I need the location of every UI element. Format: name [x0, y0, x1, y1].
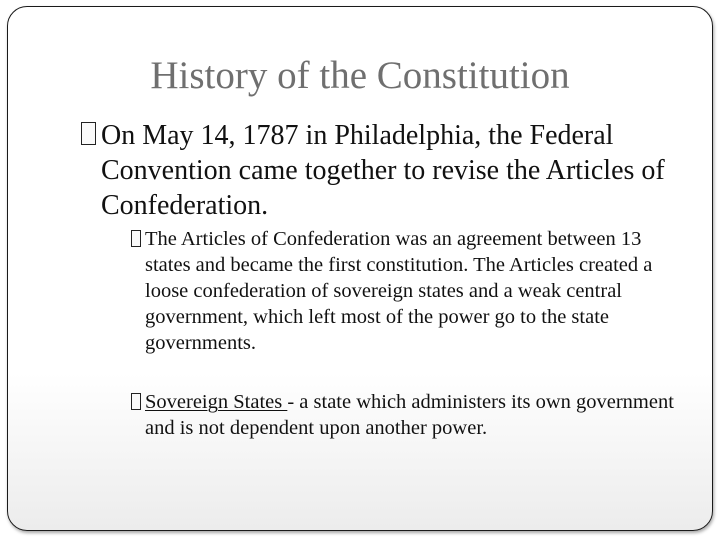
bullet-box-icon: [131, 230, 141, 247]
main-bullet: [101, 118, 681, 223]
sub-bullet-sovereign-states: [145, 389, 690, 441]
main-bullet-text: On May 14, 1787 in Philadelphia, the Federal Convention came together to revise the Articles of Confederation.: [101, 120, 665, 221]
sub-bullet-articles: [145, 226, 690, 356]
sub-bullet-text: The Articles of Confederation was an agreement between 13 states and became the first constitution. The Articles created a loose confederation of sovereign states and a weak central government, which left most of the power go to the state governments.: [145, 228, 653, 354]
term-sovereign-states: Sovereign States: [145, 391, 288, 413]
bullet-box-icon: [131, 393, 141, 410]
term-definition: - a state which administers its own government and is not dependent upon another power.: [145, 391, 674, 439]
slide-title: History of the Constitution: [150, 54, 570, 97]
bullet-box-icon: [81, 122, 96, 145]
